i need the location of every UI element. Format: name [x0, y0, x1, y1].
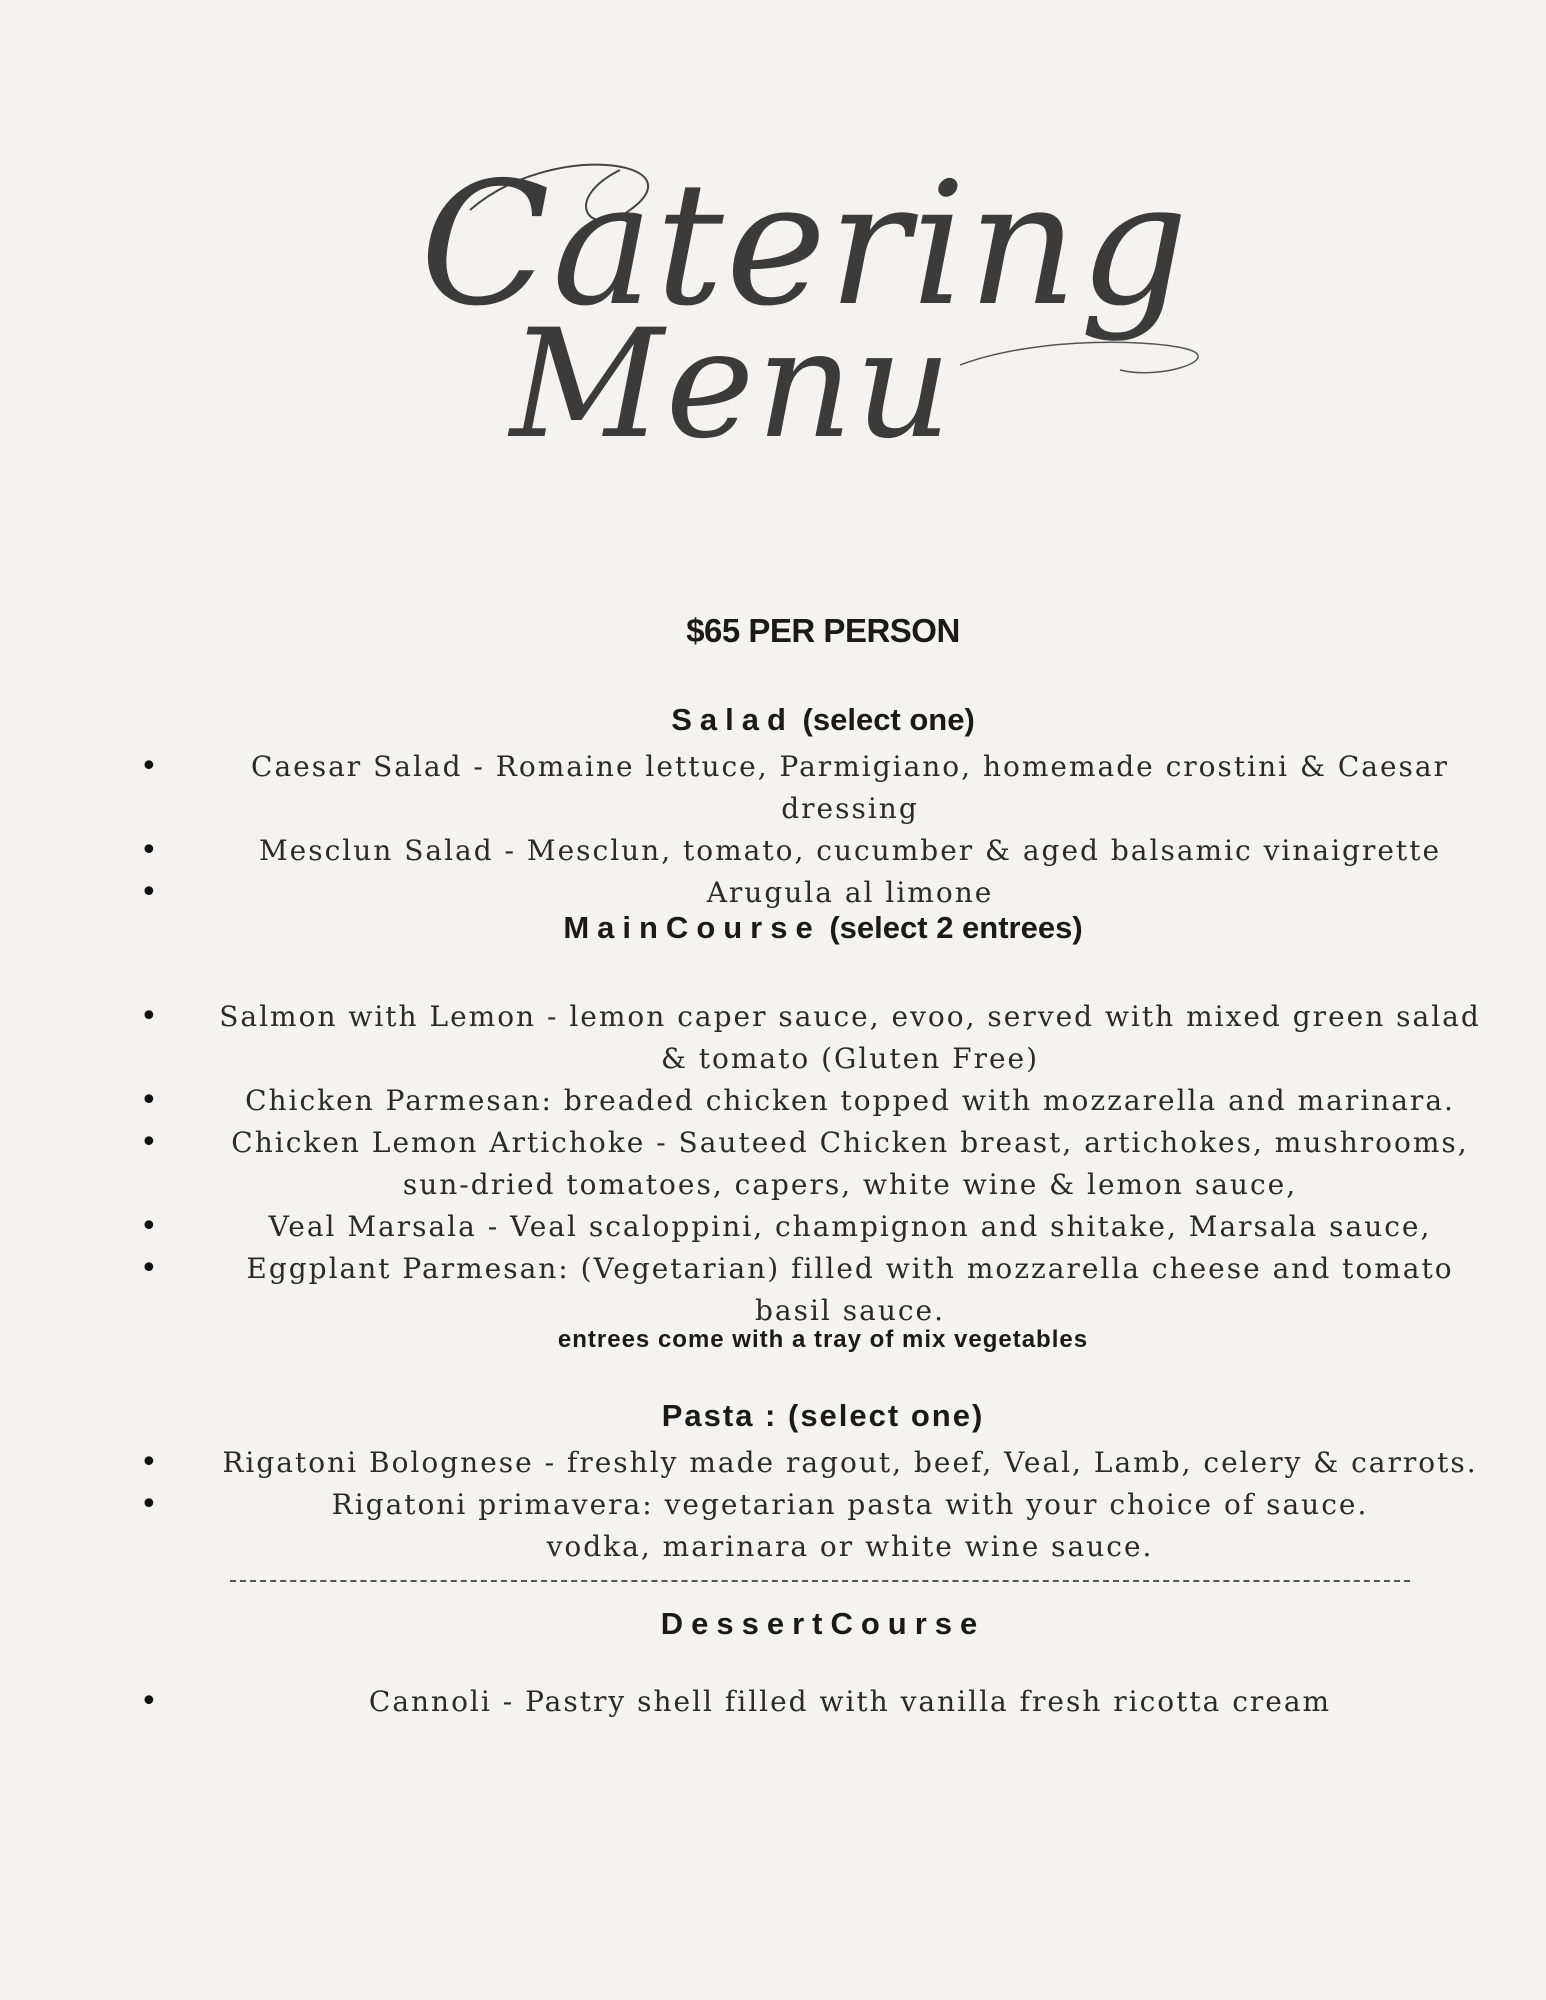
- dessert-list: [0, 1681, 1546, 1723]
- list-item: [0, 1442, 1546, 1484]
- list-item: [0, 1484, 1546, 1526]
- list-item: [0, 830, 1546, 872]
- bullet: •: [140, 1445, 160, 1480]
- pasta-item-bolognese: Rigatoni Bolognese - freshly made ragout, beef, Veal, Lamb, celery & carrots.: [222, 1446, 1478, 1479]
- list-item: [0, 1248, 1546, 1332]
- list-item: [0, 1122, 1546, 1206]
- salad-heading-note: (select one): [802, 702, 975, 737]
- pasta-item-primavera: Rigatoni primavera: vegetarian pasta with your choice of sauce.: [331, 1488, 1369, 1521]
- bullet: •: [140, 875, 160, 910]
- pasta-sauce-options: vodka, marinara or white wine sauce.: [546, 1530, 1154, 1563]
- pasta-list: [0, 1442, 1546, 1526]
- bullet: •: [140, 999, 160, 1034]
- main-course-heading: [0, 910, 1546, 946]
- bullet: •: [140, 1083, 160, 1118]
- pasta-heading: [0, 1398, 1546, 1434]
- list-item: [0, 746, 1546, 830]
- dessert-heading: [0, 1606, 1546, 1642]
- list-item: [0, 1080, 1546, 1122]
- bullet: •: [140, 1487, 160, 1522]
- title-word-menu: Menu: [510, 298, 954, 472]
- price-per-person: $65 PER PERSON: [686, 612, 960, 649]
- bullet: •: [140, 833, 160, 868]
- main-course-heading-note: (select 2 entrees): [829, 910, 1083, 945]
- salad-item-caesar: Caesar Salad - Romaine lettuce, Parmigiano, homemade crostini & Caesar dressing: [251, 750, 1449, 825]
- salad-heading-title: Salad: [671, 702, 794, 737]
- list-item: [0, 996, 1546, 1080]
- main-item-eggplant-parmesan: Eggplant Parmesan: (Vegetarian) filled with mozzarella cheese and tomato basil sauce.: [246, 1252, 1454, 1327]
- main-course-list: [0, 996, 1546, 1332]
- bullet: •: [140, 749, 160, 784]
- salad-heading: [0, 702, 1546, 738]
- list-item: [0, 872, 1546, 914]
- salad-list: [0, 746, 1546, 914]
- bullet: •: [140, 1209, 160, 1244]
- list-item: [0, 1206, 1546, 1248]
- pasta-heading-title: Pasta : (select one): [661, 1398, 985, 1433]
- list-item: [0, 1681, 1546, 1723]
- main-item-chicken-parmesan: Chicken Parmesan: breaded chicken topped with mozzarella and marinara.: [245, 1084, 1455, 1117]
- title-word-catering: Catering: [420, 146, 1191, 344]
- dessert-item-cannoli: Cannoli - Pastry shell filled with vanilla fresh ricotta cream: [368, 1685, 1332, 1718]
- dessert-heading-title: DessertCourse: [660, 1606, 986, 1641]
- bullet: •: [140, 1251, 160, 1286]
- salad-item-arugula: Arugula al limone: [706, 876, 994, 909]
- salad-item-mesclun: Mesclun Salad - Mesclun, tomato, cucumber & aged balsamic vinaigrette: [258, 834, 1442, 867]
- bullet: •: [140, 1125, 160, 1160]
- entrees-note: entrees come with a tray of mix vegetables: [557, 1326, 1089, 1353]
- main-course-heading-title: MainCourse: [563, 910, 821, 945]
- catering-menu-title: [400, 146, 1220, 490]
- main-item-chicken-lemon-artichoke: Chicken Lemon Artichoke - Sauteed Chicken breast, artichokes, mushrooms, sun-dried tomatoes, capers, white wine & lemon sauce,: [231, 1126, 1469, 1201]
- main-item-veal-marsala: Veal Marsala - Veal scaloppini, champignon and shitake, Marsala sauce,: [268, 1210, 1432, 1243]
- section-divider: [230, 1580, 1410, 1582]
- bullet: •: [140, 1684, 160, 1719]
- main-item-salmon: Salmon with Lemon - lemon caper sauce, evoo, served with mixed green salad & tomato (Gluten Free): [219, 1000, 1481, 1075]
